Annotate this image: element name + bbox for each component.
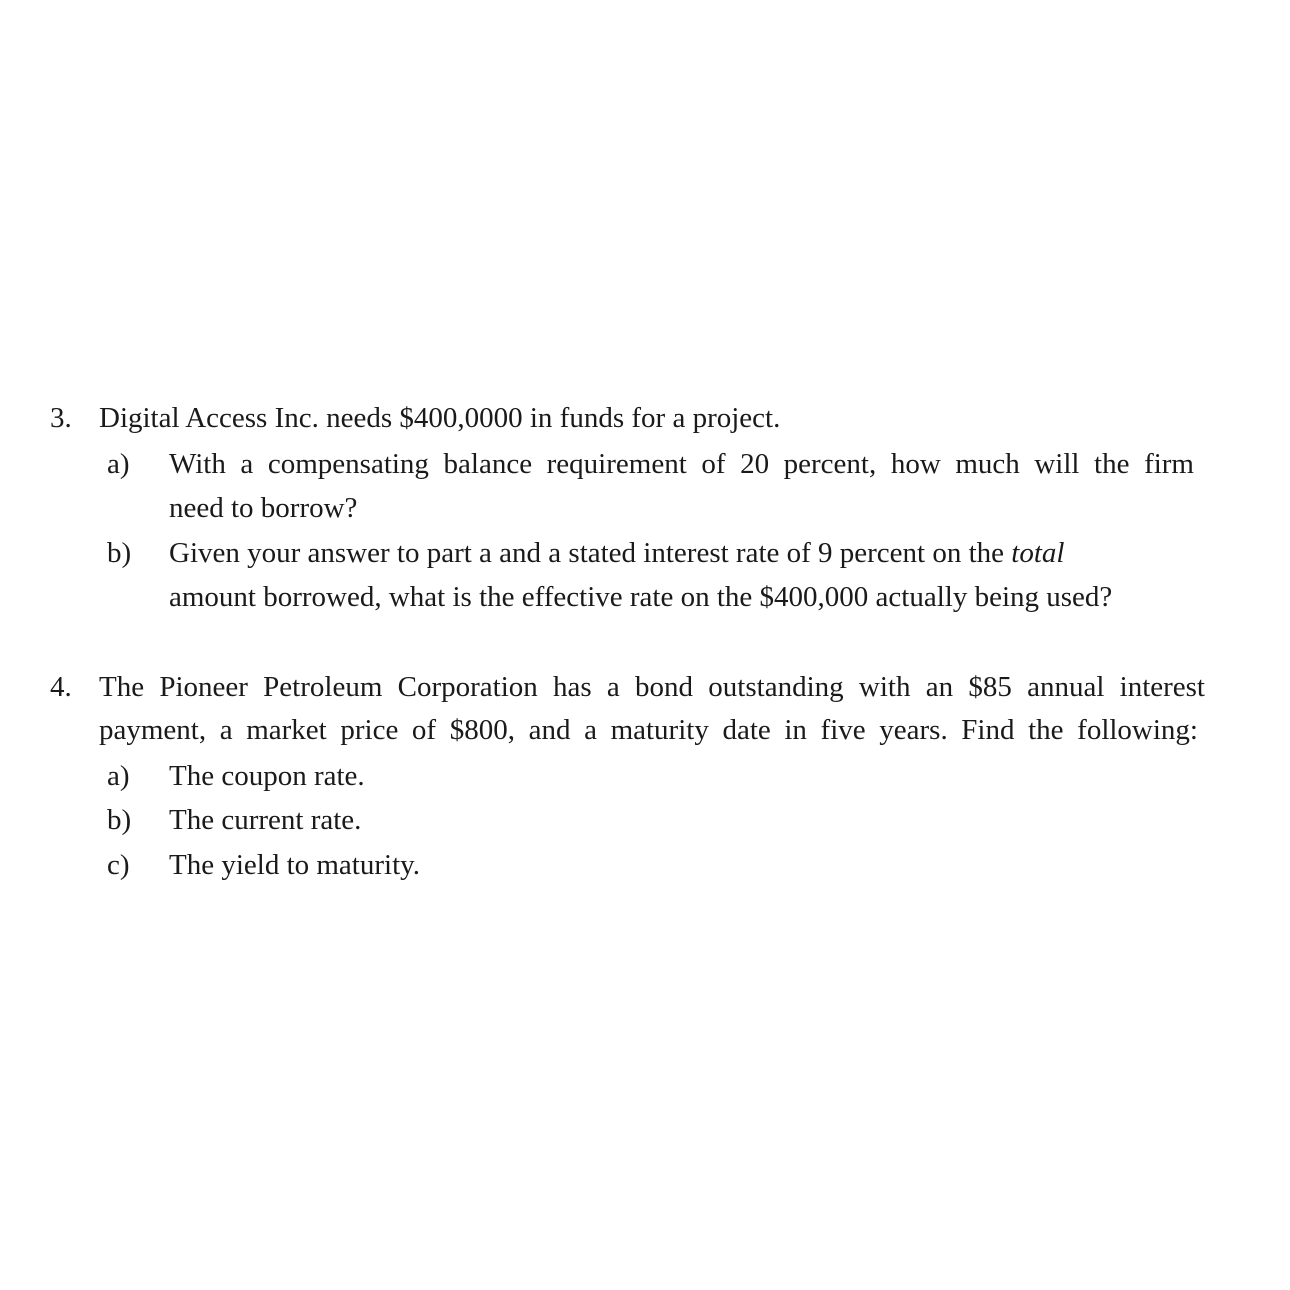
- question-4-part-b-label: b): [107, 804, 132, 836]
- question-4-part-a-text: The coupon rate.: [169, 760, 365, 792]
- question-3-part-b-label: b): [107, 537, 132, 569]
- question-4-number: 4.: [50, 671, 72, 703]
- question-4-part-c-text: The yield to maturity.: [169, 849, 421, 881]
- question-3-part-a-line2: need to borrow?: [169, 492, 358, 524]
- question-4-line2: payment, a market price of $800, and a maturity date in five years. Find the following:: [99, 714, 1198, 746]
- question-3-number: 3.: [50, 402, 72, 434]
- question-4-part-a-label: a): [107, 760, 130, 792]
- question-4-part-c-label: c): [107, 849, 130, 881]
- question-4-part-b-text: The current rate.: [169, 804, 362, 836]
- question-3-part-b-line1-text: Given your answer to part a and a stated interest rate of 9 percent on the: [169, 537, 1005, 569]
- question-3-part-a-line1: With a compensating balance requirement of 20 percent, how much will the firm: [169, 448, 1194, 480]
- question-3-part-b-line2: amount borrowed, what is the effective rate on the $400,000 actually being used?: [169, 581, 1113, 613]
- question-3-text: Digital Access Inc. needs $400,0000 in funds for a project.: [99, 402, 781, 434]
- question-3-part-a-label: a): [107, 448, 130, 480]
- question-3-part-b-line1: [169, 539, 1064, 568]
- question-3-part-b-italic-word: total: [1011, 537, 1065, 569]
- question-4-line1: The Pioneer Petroleum Corporation has a bond outstanding with an $85 annual interest: [99, 671, 1205, 703]
